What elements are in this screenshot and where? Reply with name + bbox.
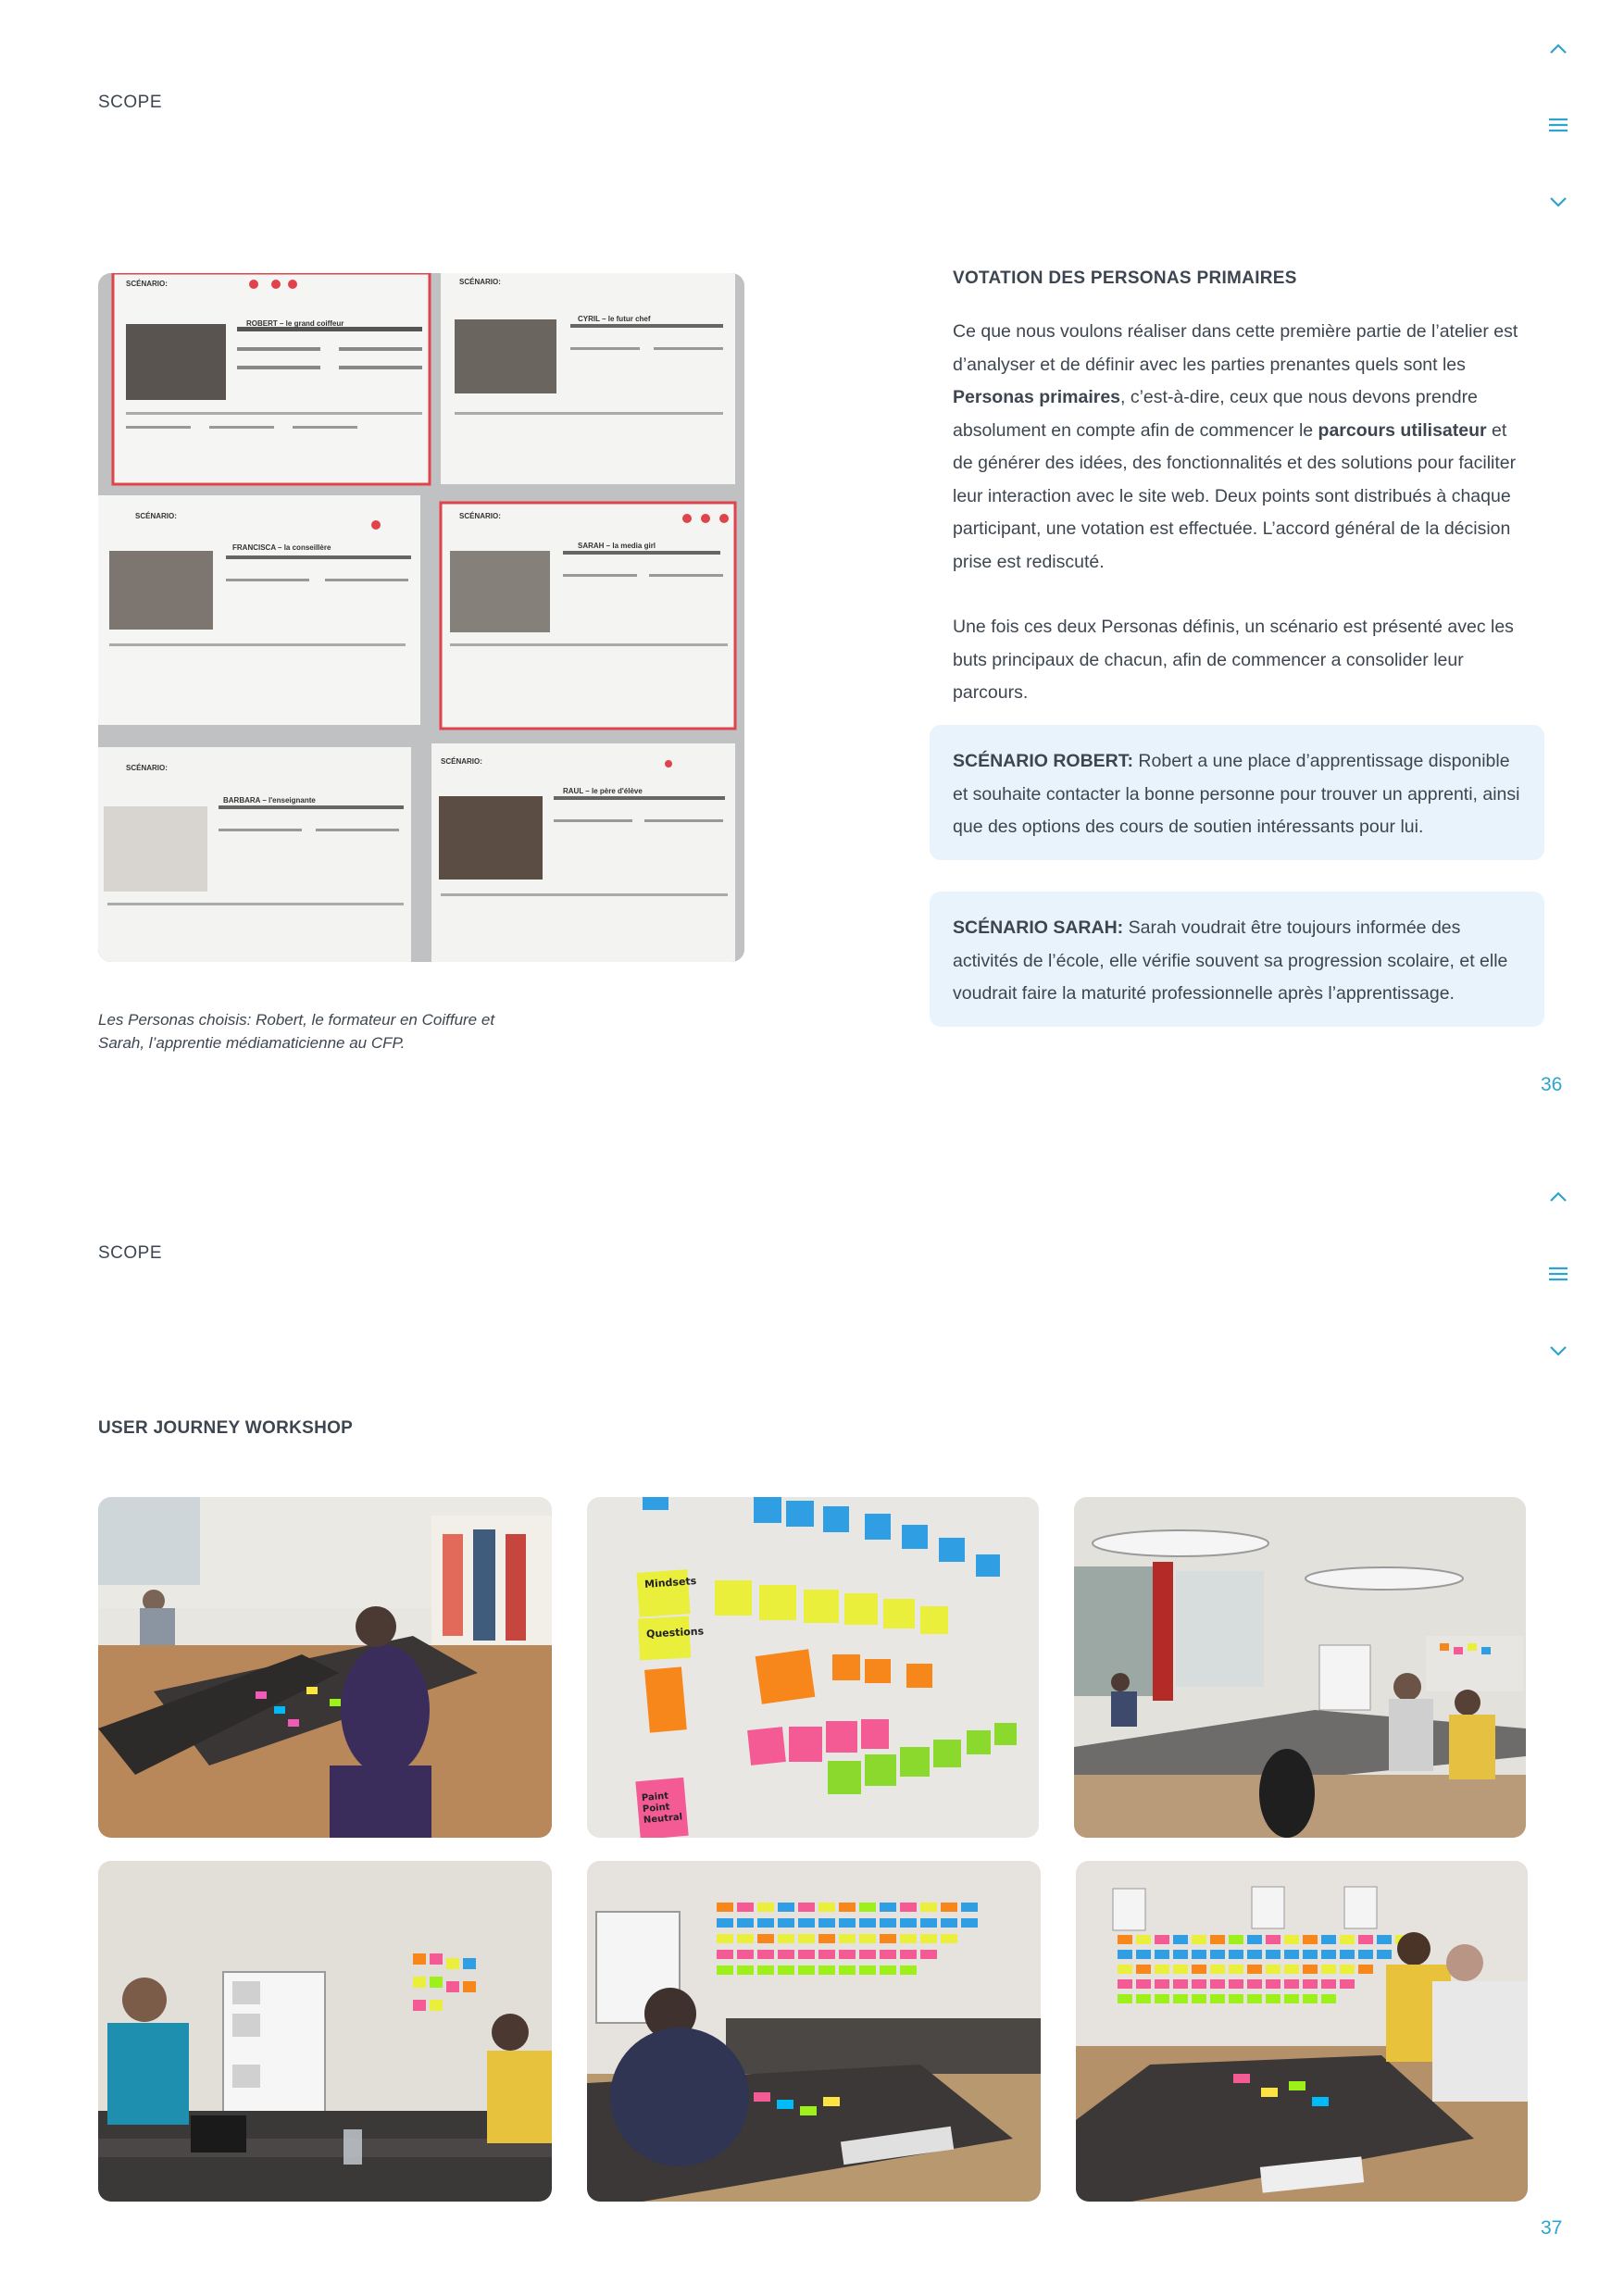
sticky-note-painpoint: Paint Point Neutral	[641, 1791, 683, 1827]
menu-icon[interactable]	[1544, 1260, 1572, 1288]
persona-card-header: SCÉNARIO:	[126, 764, 168, 772]
workshop-photo-5	[587, 1861, 1041, 2202]
persona-card-header: SCÉNARIO:	[126, 280, 168, 288]
caption-line: Sarah, l’apprentie médiamaticienne au CFP.	[98, 1034, 406, 1052]
workshop-photo-3	[1074, 1497, 1526, 1838]
workshop-photo-4	[98, 1861, 552, 2202]
workshop-photo-1	[98, 1497, 552, 1838]
persona-board-photo	[98, 273, 744, 962]
page-number: 36	[1541, 1074, 1563, 1095]
intro-bold-parcours: parcours utilisateur	[1318, 419, 1487, 441]
intro-paragraph	[953, 316, 1531, 579]
page-37	[0, 1148, 1624, 2296]
persona-card-name: BARBARA – l'enseignante	[223, 796, 316, 805]
scenario-label: SCÉNARIO ROBERT:	[953, 751, 1134, 771]
persona-card-name: CYRIL – le futur chef	[578, 315, 651, 323]
chevron-down-icon[interactable]	[1544, 1337, 1572, 1365]
scenario-robert-callout	[930, 725, 1544, 860]
page-number: 37	[1541, 2217, 1563, 2239]
intro-text: , c’est-à-dire, ceux que nous devons prendre absolument en compte afin de commencer le	[953, 387, 1478, 441]
caption-line: Les Personas choisis: Robert, le formateur en Coiffure et	[98, 1011, 495, 1029]
chevron-up-icon[interactable]	[1544, 35, 1572, 63]
scenario-text: Robert a une place d’apprentissage disponible et souhaite contacter la bonne personne pour trouver un apprenti, ainsi que des options des cours de soutien intéressants pour lui.	[953, 751, 1520, 837]
persona-card-header: SCÉNARIO:	[459, 512, 501, 520]
persona-card-name: FRANCISCA – la conseillère	[232, 543, 331, 552]
persona-card-header: SCÉNARIO:	[135, 512, 177, 520]
intro-bold-personas: Personas primaires	[953, 387, 1121, 407]
menu-icon[interactable]	[1544, 111, 1572, 139]
intro-text: Ce que nous voulons réaliser dans cette première partie de l’atelier est d’analyser et de définir avec les parties prenantes quels sont les	[953, 321, 1518, 375]
workshop-photo-2	[587, 1497, 1039, 1838]
scenario-text: Sarah voudrait être toujours informée des activités de l’école, elle vérifie souvent sa progression scolaire, et elle voudrait faire la maturité professionnelle après l’apprentissage.	[953, 917, 1508, 1004]
photo-caption	[98, 1008, 580, 1054]
persona-card-name: RAUL – le père d'élève	[563, 787, 643, 795]
sticky-note-mindsets: Mindsets	[643, 1575, 697, 1591]
section-heading: USER JOURNEY WORKSHOP	[98, 1418, 354, 1438]
scenario-sarah-callout	[930, 892, 1544, 1027]
second-paragraph: Une fois ces deux Personas définis, un scénario est présenté avec les buts principaux de chacun, afin de commencer a consolider leur parcours.	[953, 617, 1514, 703]
persona-card-header: SCÉNARIO:	[441, 757, 482, 766]
persona-card-name: SARAH – la media girl	[578, 542, 656, 550]
persona-card-name: ROBERT – le grand coiffeur	[246, 319, 344, 328]
scenario-label: SCÉNARIO SARAH:	[953, 917, 1124, 938]
chevron-down-icon[interactable]	[1544, 188, 1572, 216]
chevron-up-icon[interactable]	[1544, 1183, 1572, 1211]
workshop-photo-6	[1076, 1861, 1528, 2202]
section-heading: VOTATION DES PERSONAS PRIMAIRES	[953, 268, 1297, 288]
section-label: SCOPE	[98, 93, 163, 112]
intro-text: et de générer des idées, des fonctionnalités et des solutions pour faciliter leur interaction avec le site web. Deux points sont distribués à chaque participant, une votation est effectuée. L’accord général de la décision prise est rediscuté.	[953, 419, 1517, 572]
sticky-note-questions: Questions	[645, 1625, 705, 1641]
section-label: SCOPE	[98, 1243, 163, 1263]
persona-card-header: SCÉNARIO:	[459, 278, 501, 286]
